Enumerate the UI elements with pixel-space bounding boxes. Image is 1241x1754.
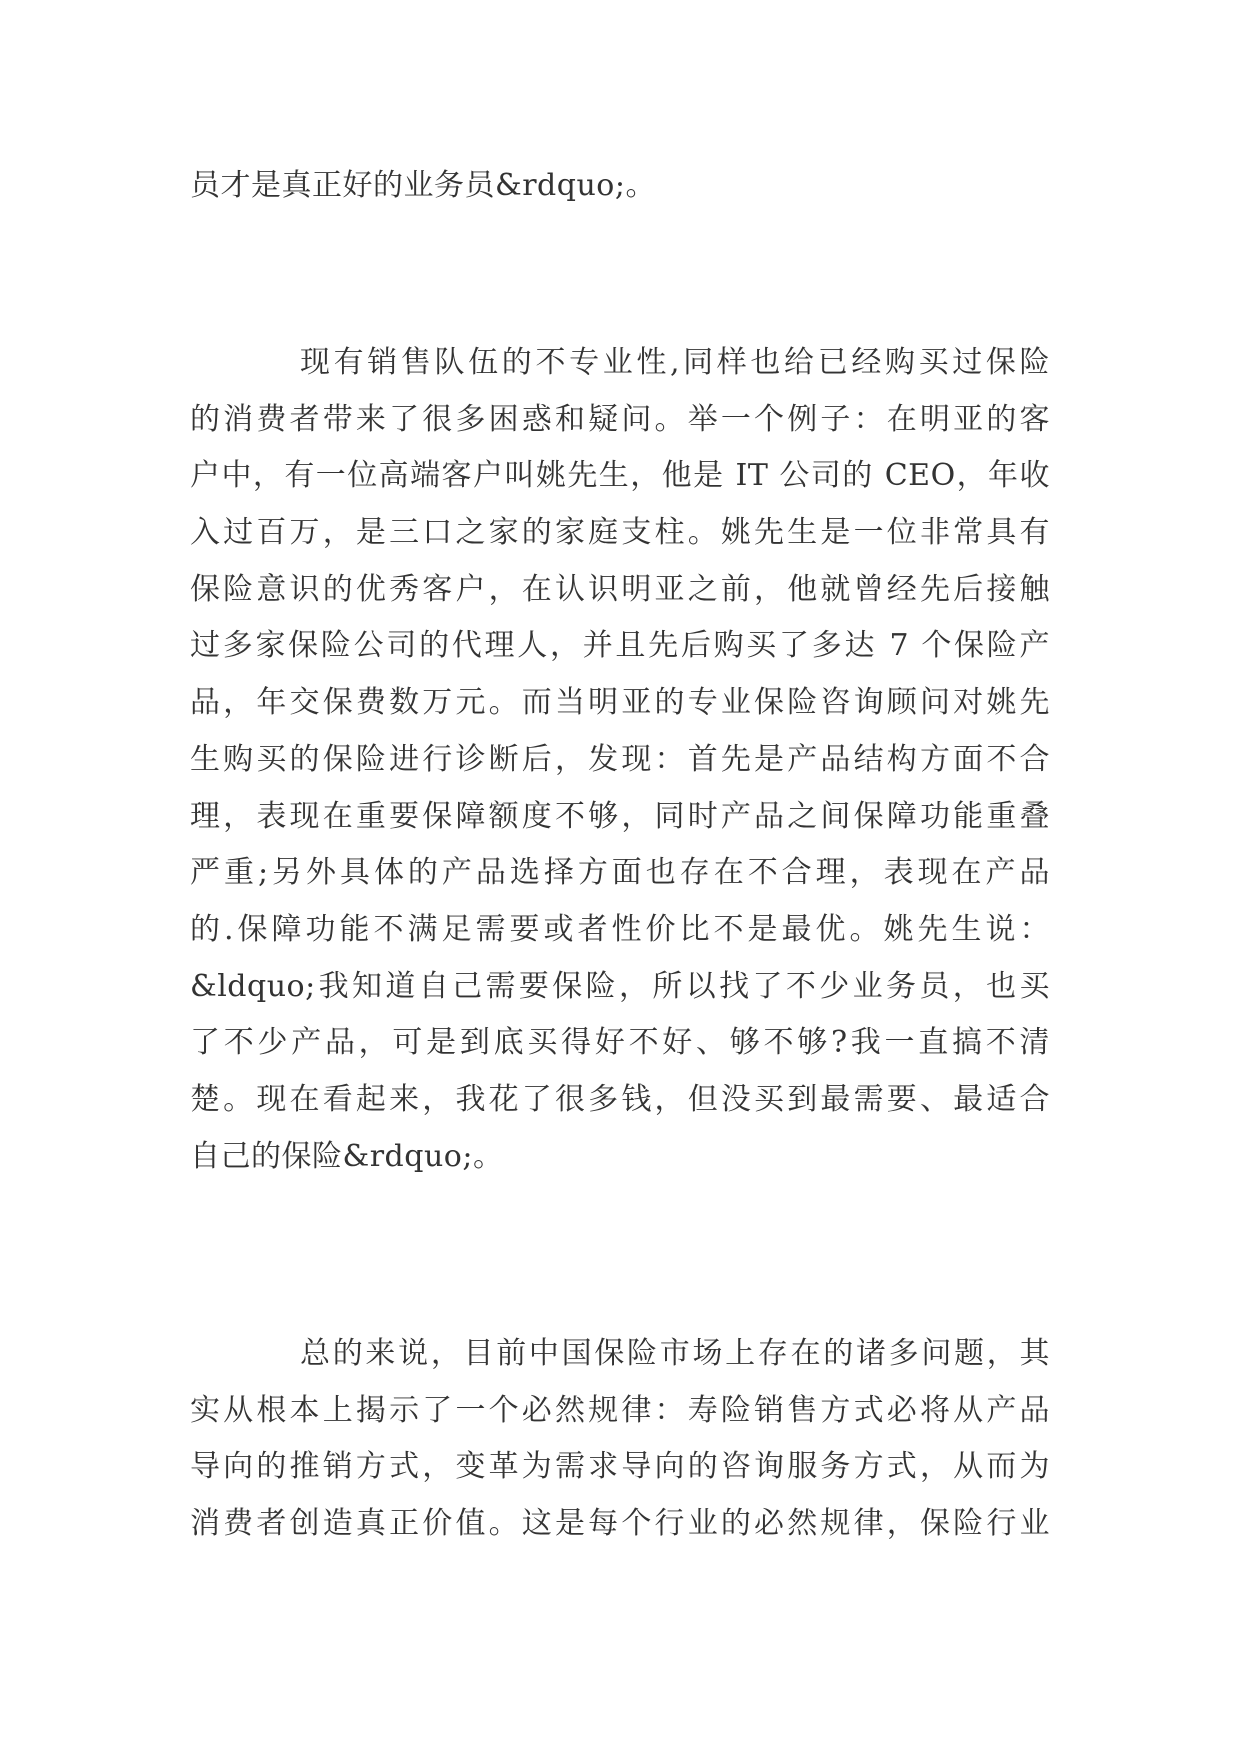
text-line: 入过百万，是三口之家的家庭支柱。姚先生是一位非常具有 bbox=[190, 515, 1050, 551]
text-line: 导向的推销方式，变革为需求导向的咨询服务方式，从而为 bbox=[190, 1449, 1050, 1485]
text-line: 总的来说，目前中国保险市场上存在的诸多问题，其 bbox=[300, 1336, 1050, 1371]
text-line: 的.保障功能不满足需要或者性价比不是最优。姚先生说： bbox=[190, 911, 1050, 947]
text-line: 实从根本上揭示了一个必然规律：寿险销售方式必将从产品 bbox=[190, 1392, 1050, 1428]
text-line: 自己的保险&rdquo;。 bbox=[190, 1138, 504, 1174]
text-line: &ldquo;我知道自己需要保险，所以找了不少业务员，也买 bbox=[190, 968, 1050, 1004]
text-line: 严重;另外具体的产品选择方面也存在不合理，表现在产品 bbox=[190, 855, 1050, 891]
text-line: 消费者创造真正价值。这是每个行业的必然规律，保险行业 bbox=[190, 1506, 1050, 1542]
text-line: 品，年交保费数万元。而当明亚的专业保险咨询顾问对姚先 bbox=[190, 685, 1050, 721]
text-line: 的消费者带来了很多困惑和疑问。举一个例子：在明亚的客 bbox=[190, 401, 1050, 437]
text-line: 户中，有一位高端客户叫姚先生，他是 IT 公司的 CEO，年收 bbox=[190, 458, 1050, 494]
text-line: 了不少产品，可是到底买得好不好、够不够?我一直搞不清 bbox=[190, 1025, 1050, 1061]
text-line: 理，表现在重要保障额度不够，同时产品之间保障功能重叠 bbox=[190, 798, 1050, 834]
text-line: 楚。现在看起来，我花了很多钱，但没买到最需要、最适合 bbox=[190, 1081, 1050, 1117]
text-line: 生购买的保险进行诊断后，发现：首先是产品结构方面不合 bbox=[190, 741, 1050, 777]
text-line: 现有销售队伍的不专业性,同样也给已经购买过保险 bbox=[300, 345, 1050, 380]
text-line: 员才是真正好的业务员&rdquo;。 bbox=[190, 168, 656, 203]
paragraph-3 bbox=[190, 1326, 1050, 1553]
paragraph-1 bbox=[190, 158, 1050, 215]
text-line: 保险意识的优秀客户，在认识明亚之前，他就曾经先后接触 bbox=[190, 571, 1050, 607]
text-line: 过多家保险公司的代理人，并且先后购买了多达 7 个保险产 bbox=[190, 628, 1050, 664]
paragraph-2 bbox=[190, 335, 1050, 1185]
